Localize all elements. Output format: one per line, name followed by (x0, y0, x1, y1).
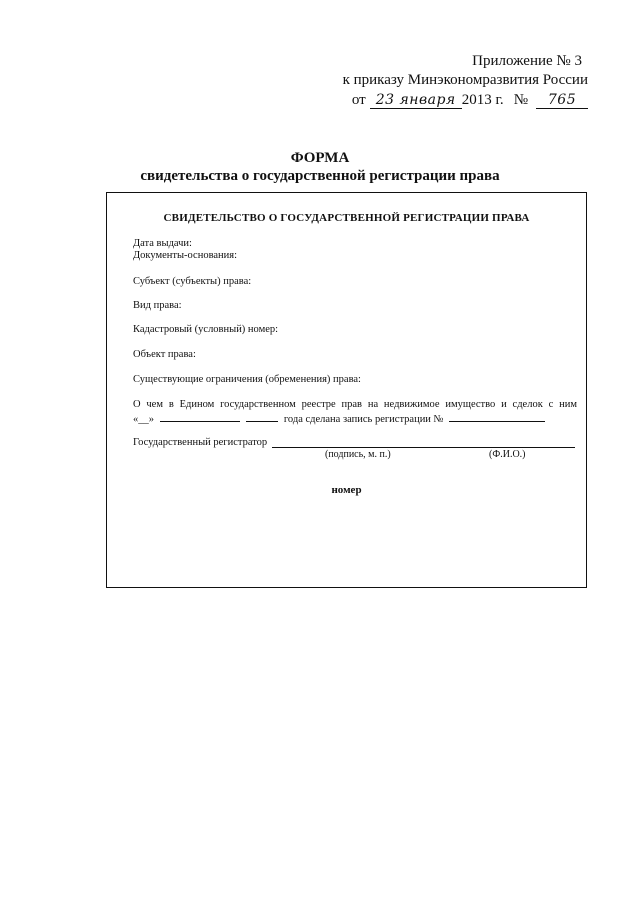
order-reference: к приказу Минэкономразвития России (342, 72, 588, 88)
registrar-line (133, 437, 575, 448)
cadastral-number-field: Кадастровый (условный) номер: (133, 324, 279, 335)
order-date-line (343, 91, 588, 110)
from-label: от (351, 92, 366, 108)
object-field: Объект права: (133, 349, 196, 360)
right-type-field: Вид права: (133, 300, 182, 311)
subject-field: Субъект (субъекты) права: (133, 276, 252, 287)
record-number-blank (449, 412, 545, 422)
fio-caption: (Ф.И.О.) (489, 449, 526, 460)
number-label: № (513, 92, 528, 108)
handwritten-number: 765 (536, 93, 588, 109)
form-title: ФОРМА (290, 150, 350, 166)
record-text: года сделана запись регистрации № (283, 414, 444, 425)
registrar-label: Государственный регистратор (133, 437, 268, 448)
month-blank (160, 412, 240, 422)
registry-paragraph: О чем в Едином государственном реестре прав на недвижимое имущество и сделок с ним (133, 399, 577, 410)
form-subtitle: свидетельства о государственной регистрации права (140, 168, 500, 184)
appendix-number: Приложение № 3 (472, 53, 582, 69)
day-quote: «__» (133, 414, 154, 425)
registry-record-line (133, 412, 545, 425)
certificate-heading: СВИДЕТЕЛЬСТВО О ГОСУДАРСТВЕННОЙ РЕГИСТРАЦИИ ПРАВА (163, 212, 530, 224)
handwritten-date: 23 января (370, 93, 462, 109)
appendix-header (343, 52, 588, 110)
year-blank (246, 412, 278, 422)
signature-caption: (подпись, м. п.) (325, 449, 391, 460)
number-word: номер (331, 484, 362, 496)
registrar-blank (272, 437, 575, 448)
issue-date-field: Дата выдачи: (133, 238, 192, 249)
order-year: 2013 г. (461, 92, 504, 108)
restrictions-field: Существующие ограничения (обременения) права: (133, 374, 361, 385)
basis-documents-field: Документы-основания: (133, 250, 238, 261)
certificate-frame (106, 192, 587, 588)
